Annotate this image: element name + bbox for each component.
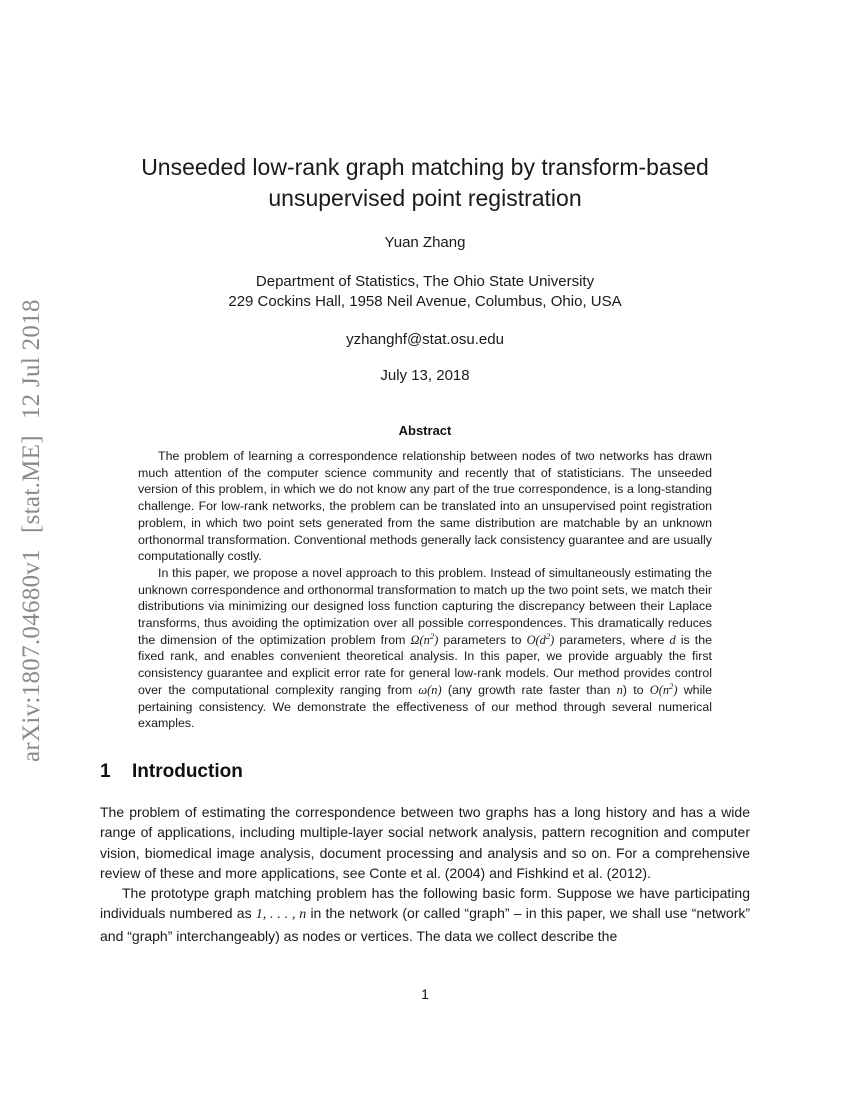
intro-text: The prototype graph matching problem has the following basic form. Suppose we have participating individuals numbered as (100, 885, 750, 922)
abstract-text: is the fixed rank, and enables convenient theoretical analysis. In this paper, we provide arguably the first consistency guarantee and explicit error rate for general low-rank models. Our method provides control over the computational complexity ranging from (138, 632, 713, 697)
abstract-text: parameters to (443, 632, 522, 647)
arxiv-category: [stat.ME] (18, 435, 45, 533)
affiliation-line-2: 229 Cockins Hall, 1958 Neil Avenue, Columbus, Ohio, USA (228, 292, 622, 310)
math-expr: Ω(n (410, 632, 430, 647)
abstract-text: (any growth rate faster than (447, 682, 611, 697)
arxiv-date: 12 Jul 2018 (18, 299, 45, 420)
paper-title (80, 152, 770, 214)
math-one-to-n: 1, . . . , n (255, 907, 307, 923)
math-n: n (616, 682, 623, 697)
arxiv-stamp (18, 299, 46, 762)
math-omega-n2: $\Omega(n^2)$ (410, 630, 439, 647)
math-o-n2: $O(n^2)$ (649, 680, 678, 697)
intro-paragraph-1: The problem of estimating the correspondence between two graphs has a long history and has a wide range of applications, including multiple-layer social network analysis, pattern recognition and computer vision, biomedical image analysis, document processing and analysis and so on. For a comprehensive review of these and more applications, see Conte et al. (2004) and Fishkind et al. (2012). (100, 804, 750, 881)
math-omega-small-n: ω(n) (418, 682, 442, 697)
arxiv-id: arXiv:1807.04680v1 (18, 548, 45, 762)
abstract-text: In this paper, we propose a novel approach to this problem. Instead of simultaneously estimating the unknown correspondence and orthonormal transformation to match up the two point sets, we match their distributions via minimizing our designed loss function capturing the discrepancy between their Laplace transforms, thus avoiding the optimization over all possible correspondences. This dramatically reduces the dimension of the optimization problem from (138, 565, 712, 647)
title-line-2: unsupervised point registration (268, 185, 582, 211)
abstract-text: ) to (622, 682, 644, 697)
section-heading-introduction (100, 761, 243, 783)
intro-text: in the network (or called “graph” – in this paper, we shall use “network” and “graph” interchangeably) as nodes or vertices. The data we collect describe the (100, 905, 751, 944)
abstract-paragraph-2 (138, 565, 712, 732)
math-expr: O(d (526, 632, 546, 647)
abstract-heading: Abstract (398, 423, 452, 438)
math-expr: O(n (649, 682, 670, 697)
affiliation (80, 272, 770, 311)
author-email: yzhanghf@stat.osu.edu (346, 331, 504, 348)
abstract-text: while pertaining consistency. We demonstrate the effectiveness of our method through several numerical examples. (138, 682, 712, 731)
section-title: Introduction (132, 761, 243, 782)
intro-paragraph-2 (100, 883, 750, 946)
math-d: d (669, 632, 676, 647)
abstract-paragraph-1: The problem of learning a correspondence relationship between nodes of two networks has drawn much attention of the computer science community and recently that of statisticians. The unseeded version of this problem, in which we do not know any part of the true correspondence, is a long-standing challenge. For low-rank networks, the problem can be translated into an unsupervised point registration problem, in which two point sets generated from the same distribution are matchable by an unknown orthonormal transformation. Conventional methods generally lack consistency guarantee and are usually computationally costly. (138, 449, 712, 564)
page-number: 1 (421, 986, 429, 1002)
title-line-1: Unseeded low-rank graph matching by transform-based (141, 154, 709, 180)
section-number: 1 (100, 761, 111, 782)
abstract (138, 448, 712, 732)
math-o-d2: $O(d^2)$ (526, 630, 555, 647)
introduction-body (100, 802, 750, 946)
abstract-text: parameters, where (559, 632, 665, 647)
paper-date: July 13, 2018 (380, 367, 470, 384)
affiliation-line-1: Department of Statistics, The Ohio State University (255, 273, 595, 290)
author-name: Yuan Zhang (384, 234, 466, 251)
